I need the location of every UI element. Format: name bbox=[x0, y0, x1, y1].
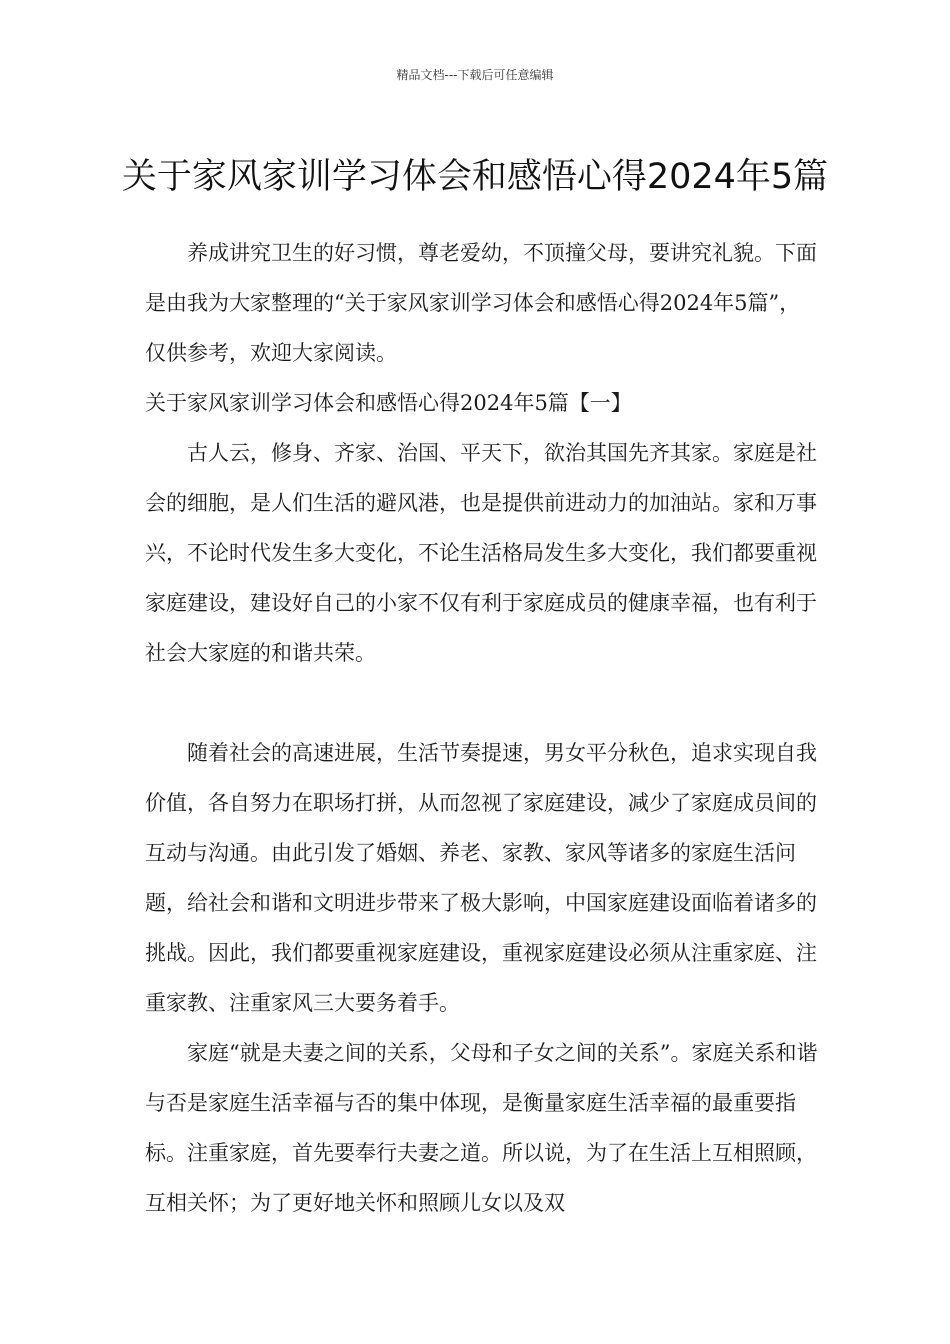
body-paragraph-3: 家庭“就是夫妻之间的关系，父母和子女之间的关系”。家庭关系和谐与否是家庭生活幸福与否的集中体现，是衡量家庭生活幸福的最重要指标。注重家庭，首先要奉行夫妻之道。所以说，为了在生活上互相照顾，互相关怀；为了更好地关怀和照顾儿女以及双 bbox=[145, 1041, 818, 1215]
header-note: 精品文档---下载后可任意编辑 bbox=[396, 68, 554, 82]
intro-paragraph: 养成讲究卫生的好习惯，尊老爱幼，不顶撞父母，要讲究礼貌。下面是由我为大家整理的“关于家风家训学习体会和感悟心得2024年5篇”，仅供参考，欢迎大家阅读。 bbox=[145, 241, 817, 365]
document-title: 关于家风家训学习体会和感悟心得2024年5篇 bbox=[121, 157, 829, 198]
paragraph-gap bbox=[145, 678, 820, 728]
section-heading: 关于家风家训学习体会和感悟心得2024年5篇【一】 bbox=[145, 391, 632, 415]
document-body bbox=[145, 228, 820, 1228]
body-paragraph-2: 随着社会的高速进展，生活节奏提速，男女平分秋色，追求实现自我价值，各自努力在职场打拼，从而忽视了家庭建设，减少了家庭成员间的互动与沟通。由此引发了婚姻、养老、家教、家风等诸多的家庭生活问题，给社会和谐和文明进步带来了极大影响，中国家庭建设面临着诸多的挑战。因此，我们都要重视家庭建设，重视家庭建设必须从注重家庭、注重家教、注重家风三大要务着手。 bbox=[145, 741, 817, 1015]
body-paragraph-1: 古人云，修身、齐家、治国、平天下，欲治其国先齐其家。家庭是社会的细胞，是人们生活的避风港，也是提供前进动力的加油站。家和万事兴，不论时代发生多大变化，不论生活格局发生多大变化，我们都要重视家庭建设，建设好自己的小家不仅有利于家庭成员的健康幸福，也有利于社会大家庭的和谐共荣。 bbox=[145, 441, 817, 665]
